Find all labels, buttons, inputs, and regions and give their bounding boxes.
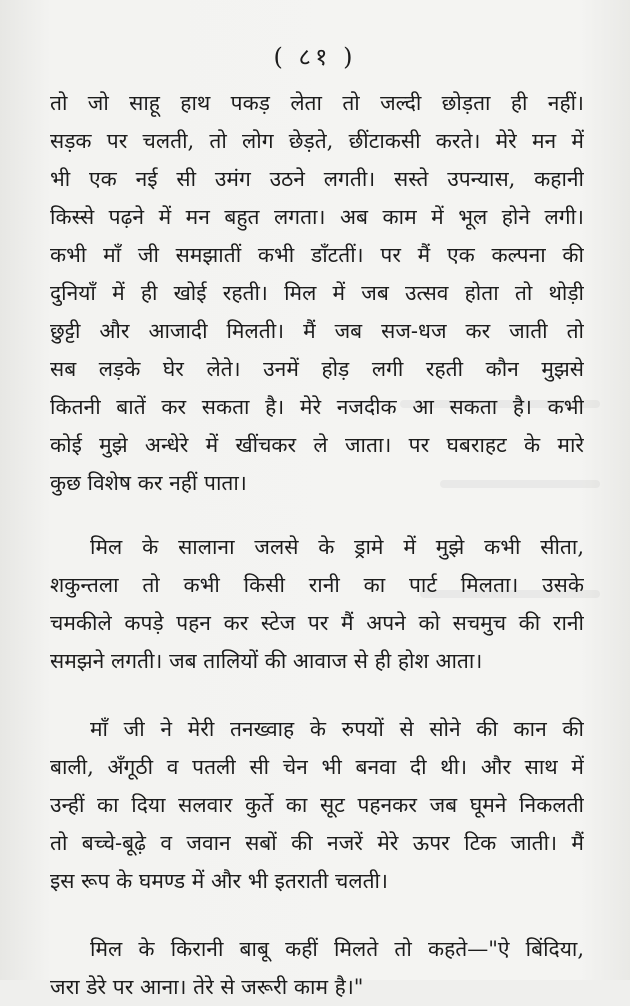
text-line: दुनियाँ में ही खोई रहती। मिल में जब उत्सव होता तो थोड़ी <box>50 281 584 305</box>
paragraph-4 <box>50 930 584 1006</box>
paragraph-1 <box>50 84 584 502</box>
text-line: कितनी बातें कर सकता है। मेरे नजदीक आ सकता है। कभी <box>50 395 584 419</box>
page-number: ( ८१ ) <box>273 43 357 71</box>
text-line: सड़क पर चलती, तो लोग छेड़ते, छींटाकसी करते। मेरे मन में <box>50 129 584 153</box>
text-line: इस रूप के घमण्ड में और भी इतराती चलती। <box>50 869 388 893</box>
paragraph-gap <box>50 680 584 710</box>
text-line: समझने लगती। जब तालियों की आवाज से ही होश आता। <box>50 649 483 673</box>
text-line: तो जो साहू हाथ पकड़ लेता तो जल्दी छोड़ता ही नहीं। <box>50 91 584 115</box>
paragraph-3 <box>50 710 584 900</box>
paragraph-2 <box>50 528 584 680</box>
text-line: तो बच्चे-बूढ़े व जवान सबों की नजरें मेरे ऊपर टिक जाती। मैं <box>50 831 584 855</box>
body-text <box>50 84 584 1006</box>
text-line: मिल के किरानी बाबू कहीं मिलते तो कहते—"ऐ बिंदिया, <box>90 937 584 961</box>
text-line: शकुन्तला तो कभी किसी रानी का पार्ट मिलता। उसके <box>50 573 584 597</box>
text-line: भी एक नई सी उमंग उठने लगती। सस्ते उपन्यास, कहानी <box>50 167 584 191</box>
text-line: बाली, अँगूठी व पतली सी चेन भी बनवा दी थी। और साथ में <box>50 755 584 779</box>
text-line: मिल के सालाना जलसे के ड्रामे में मुझे कभी सीता, <box>90 535 584 559</box>
paragraph-gap <box>50 502 584 528</box>
paragraph-gap <box>50 900 584 930</box>
text-line: जरा डेरे पर आना। तेरे से जरूरी काम है।" <box>50 975 364 999</box>
text-line: चमकीले कपड़े पहन कर स्टेज पर मैं अपने को सचमुच की रानी <box>50 611 584 635</box>
text-line: कुछ विशेष कर नहीं पाता। <box>50 471 247 495</box>
text-line: सब लड़के घेर लेते। उनमें होड़ लगी रहती कौन मुझसे <box>50 357 584 381</box>
text-line: कोई मुझे अन्धेरे में खींचकर ले जाता। पर घबराहट के मारे <box>50 433 584 457</box>
text-line: माँ जी ने मेरी तनख्वाह के रुपयों से सोने की कान की <box>90 717 584 741</box>
text-line: उन्हीं का दिया सलवार कुर्ते का सूट पहनकर जब घूमने निकलती <box>50 793 584 817</box>
text-line: किस्से पढ़ने में मन बहुत लगता। अब काम में भूल होने लगी। <box>50 205 584 229</box>
text-line: कभी माँ जी समझातीं कभी डाँटतीं। पर मैं एक कल्पना की <box>50 243 584 267</box>
text-line: छुट्टी और आजादी मिलती। मैं जब सज-धज कर जाती तो <box>50 319 584 343</box>
